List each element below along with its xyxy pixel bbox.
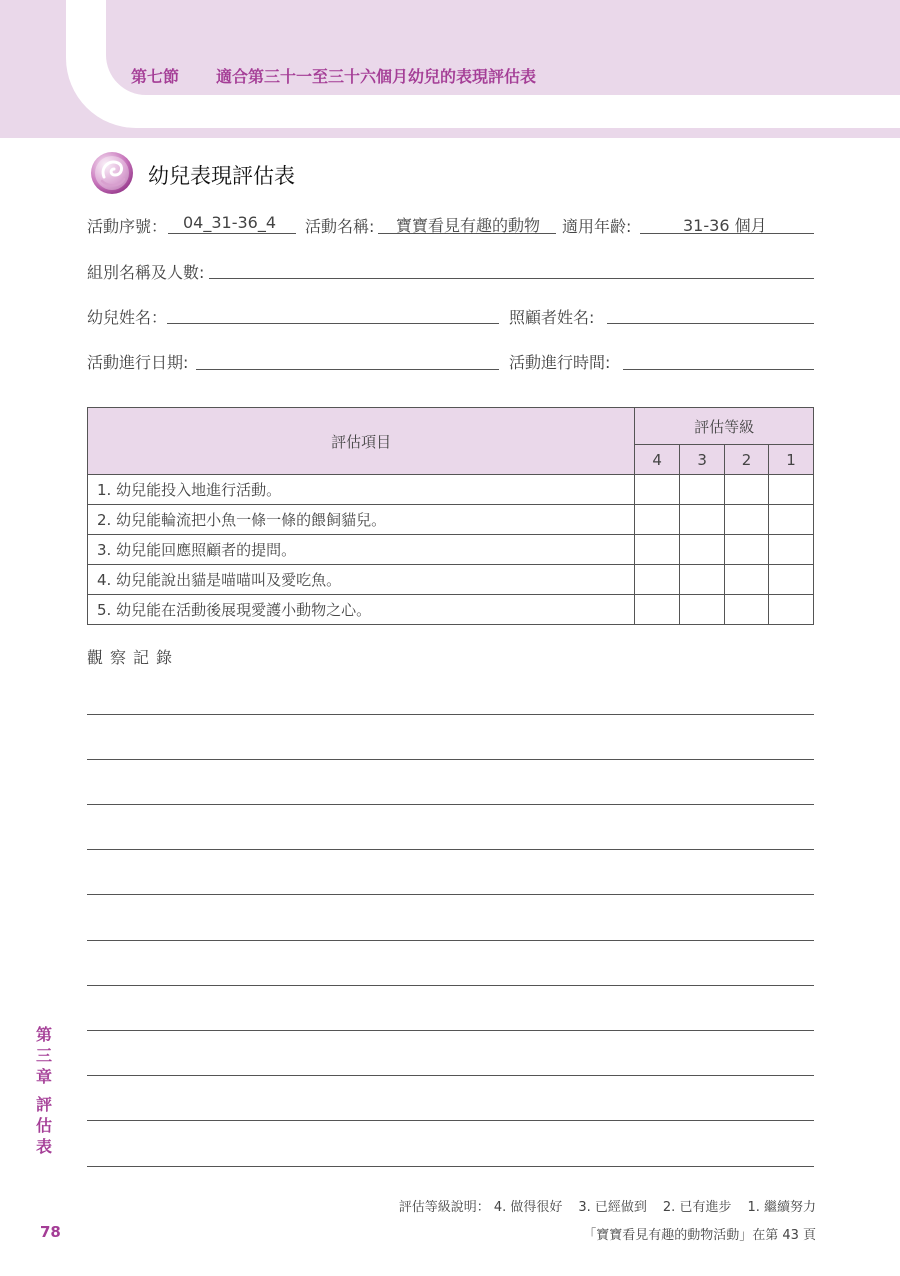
grade-1-header: 1: [769, 445, 814, 475]
grade-header: 評估等級: [635, 408, 814, 445]
grade-cell[interactable]: [680, 565, 725, 595]
item-cell: 1. 幼兒能投入地進行活動。: [88, 475, 635, 505]
observation-line[interactable]: [87, 1166, 814, 1167]
page-title: 幼兒表現評估表: [148, 164, 295, 188]
grade-cell[interactable]: [725, 565, 769, 595]
child-name-underline[interactable]: [167, 323, 499, 324]
grade-cell[interactable]: [680, 475, 725, 505]
activity-name-value: 寶寶看見有趣的動物: [396, 216, 541, 235]
swirl-icon: [90, 151, 134, 195]
observation-line[interactable]: [87, 849, 814, 850]
grade-cell[interactable]: [635, 505, 680, 535]
activity-reference: 「寶寶看見有趣的動物活動」在第 43 頁: [583, 1228, 816, 1243]
table-row: [88, 595, 814, 625]
observation-line[interactable]: [87, 804, 814, 805]
group-label: 組別名稱及人數:: [87, 263, 205, 282]
age-label: 適用年齡:: [562, 217, 632, 236]
legend-title: 評估等級說明：: [398, 1200, 490, 1215]
activity-name-label: 活動名稱:: [305, 217, 375, 236]
table-row: [88, 565, 814, 595]
observation-line[interactable]: [87, 714, 814, 715]
observation-line[interactable]: [87, 1030, 814, 1031]
grade-cell[interactable]: [725, 475, 769, 505]
grade-cell[interactable]: [769, 475, 814, 505]
side-section-char: 表: [35, 1137, 52, 1156]
table-row: [88, 505, 814, 535]
observation-line[interactable]: [87, 894, 814, 895]
side-section-char: 估: [35, 1116, 52, 1135]
observation-line[interactable]: [87, 759, 814, 760]
table-row: [88, 475, 814, 505]
grade-legend: [399, 1196, 816, 1215]
age-value: 31-36 個月: [683, 216, 767, 235]
side-section-char: 評: [35, 1095, 52, 1114]
grade-2-header: 2: [725, 445, 769, 475]
item-header: 評估項目: [88, 408, 635, 475]
legend-item: 1. 繼續努力: [747, 1200, 816, 1215]
grade-cell[interactable]: [680, 595, 725, 625]
activity-no-label: 活動序號：: [87, 217, 168, 236]
item-cell: 3. 幼兒能回應照顧者的提問。: [88, 535, 635, 565]
side-chapter: [34, 1024, 54, 1087]
legend-item: 2. 已有進步: [662, 1200, 732, 1215]
grade-cell[interactable]: [680, 505, 725, 535]
grade-cell[interactable]: [769, 595, 814, 625]
time-underline[interactable]: [623, 369, 814, 370]
grade-cell[interactable]: [769, 505, 814, 535]
activity-no-underline: [168, 233, 296, 234]
side-chapter-char: 第: [35, 1025, 52, 1044]
item-cell: 5. 幼兒能在活動後展現愛護小動物之心。: [88, 595, 635, 625]
legend-item: 3. 已經做到: [578, 1200, 647, 1215]
grade-4-header: 4: [635, 445, 680, 475]
grade-cell[interactable]: [635, 475, 680, 505]
table-row: [88, 535, 814, 565]
side-section: [34, 1094, 54, 1157]
activity-no-value: 04_31-36_4: [183, 213, 277, 232]
carer-name-label: 照顧者姓名:: [509, 308, 595, 327]
carer-name-underline[interactable]: [607, 323, 814, 324]
observation-line[interactable]: [87, 985, 814, 986]
observation-line[interactable]: [87, 1075, 814, 1076]
time-label: 活動進行時間:: [509, 353, 611, 372]
grade-3-header: 3: [680, 445, 725, 475]
grade-cell[interactable]: [725, 595, 769, 625]
child-name-label: 幼兒姓名：: [87, 308, 168, 327]
date-label: 活動進行日期:: [87, 353, 189, 372]
side-chapter-char: 三: [35, 1046, 52, 1065]
side-chapter-char: 章: [35, 1067, 52, 1086]
grade-cell[interactable]: [635, 595, 680, 625]
grade-cell[interactable]: [680, 535, 725, 565]
evaluation-table: [87, 407, 814, 625]
section-number: 第七節: [131, 67, 180, 86]
grade-cell[interactable]: [635, 565, 680, 595]
group-underline[interactable]: [209, 278, 814, 279]
page-number: 78: [40, 1223, 61, 1241]
observation-label: 觀察記錄: [87, 648, 180, 667]
grade-cell[interactable]: [635, 535, 680, 565]
section-title: 適合第三十一至三十六個月幼兒的表現評估表: [216, 67, 537, 86]
item-cell: 2. 幼兒能輪流把小魚一條一條的餵飼貓兒。: [88, 505, 635, 535]
observation-line[interactable]: [87, 1120, 814, 1121]
observation-line[interactable]: [87, 940, 814, 941]
grade-cell[interactable]: [725, 535, 769, 565]
legend-item: 4. 做得很好: [493, 1200, 563, 1215]
grade-cell[interactable]: [725, 505, 769, 535]
date-underline[interactable]: [196, 369, 499, 370]
item-cell: 4. 幼兒能說出貓是喵喵叫及愛吃魚。: [88, 565, 635, 595]
grade-cell[interactable]: [769, 535, 814, 565]
grade-cell[interactable]: [769, 565, 814, 595]
